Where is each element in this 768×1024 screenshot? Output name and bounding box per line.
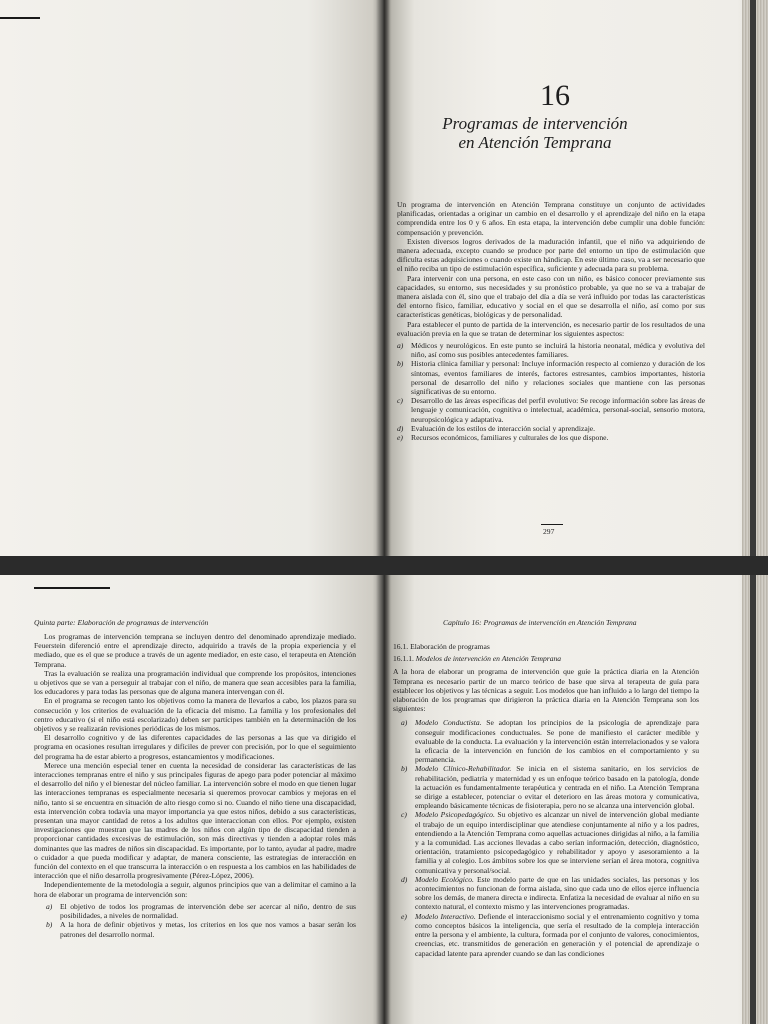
paragraph: Un programa de intervención en Atención Temprana constituye un conjunto de actividades planificadas, orientadas a originar un cambio en el desarrollo y el aprendizaje del niño en la etapa comprendida entre los 0 y 6 años. En esta etapa, la intervención debe cumplir una doble función: compensación y prevención. <box>397 200 705 237</box>
paragraph: En el programa se recogen tanto los objetivos como la manera de llevarlos a cabo, los plazos para su consecución y los criterios de evaluación de la eficacia del mismo. La familia y los profesionales del centro educativo (si el niño está escolarizado) deben ser partícipes también en la determinación de los objetivos y se realizarán revisiones periódicas de los mismos. <box>34 696 356 734</box>
list-item: e) Modelo Interactivo. Defiende el interaccionismo social y el entrenamiento cognitivo y toma como conceptos básicos la inteligencia, que sería el resultado de la compleja interacción entre la persona y el ambiente, la cultura, formada por el conjunto de valores, conocimientos, creencias, etc. transmitidos de generación en generación y el potencial de aprendizaje o capacidad latente para aprender cuando se dan las condiciones <box>401 911 699 958</box>
running-head-left: Quinta parte: Elaboración de programas de intervención <box>34 618 209 627</box>
section-heading: 16.1. Elaboración de programas <box>393 642 490 651</box>
paragraph: A la hora de elaborar un programa de intervención que guíe la práctica diaria en la Atención Temprana es necesario partir de un marco teórico de base que sirva al terapeuta de guía para establecer los objetivos y las técnicas a seguir. Los modelos que han influido a lo largo del tiempo la elaboración de los programas que dirigieron la práctica diaria en la Atención Temprana son los siguientes: <box>393 667 699 714</box>
list-item: a) Modelo Conductista. Se adoptan los principios de la psicología de aprendizaje para conseguir modificaciones conductuales. Se pone de manifiesto el carácter medible y evaluable de la conducta. La evaluación y la intervención están interrelacionados y se valora la eficacia de la intervención en función de los cambios en el comportamiento y su permanencia. <box>401 718 700 765</box>
page-number: 297 <box>543 527 555 536</box>
paragraph: Independientemente de la metodología a seguir, algunos principios que van a delimitar el camino a la hora de elaborar un programa de intervención son: <box>34 880 356 899</box>
paragraph: Para intervenir con una persona, en este caso con un niño, es básico conocer previamente sus capacidades, su entorno, sus necesidades y su pronóstico probable, ya que no se va a trabajar de manera aislada con él, sino que el trabajo del día a día se verá influido por todas las características del entorno físico, familiar, educativo y social en el que se desarrolla el niño, así como por sus características genéticas, biológicas y de personalidad. <box>397 273 705 320</box>
paragraph: Merece una mención especial tener en cuenta la necesidad de considerar las características de las interacciones tempranas entre el niño y sus principales figuras de apego para poder potenciar al máximo el desarrollo del niño y el bienestar del núcleo familiar. La intervención sobre el modo en que tienen lugar las interacciones tempranas es especialmente necesaria si queremos provocar cambios y mejoras en el niño, tanto si se encuentra en situación de alto riesgo como si no. Cuando el niño tiene una discapacidad, esta intervención cobra todavía una mayor importancia ya que estos niños, debido a sus características, presentan una mayor cantidad de retos a los adultos que interaccionan con ellos. Por ejemplo, existen investigaciones que muestran que las madres de los niños con algún tipo de discapacidad tienden a proporcionar cantidades excesivas de estimulación, son más directivas y tienden a adoptar roles más dominantes que las madres de niños sin discapacidad. Es importante, por lo tanto, ayudar al padre, madre o cuidador a que pueda modificar y adaptar, de manera consciente, las estrategias de interacción en función del contexto en el que transcurra la interacción o en respuesta a los cambios en las habilidades de interacción que el niño desarrolla progresivamente (Pérez-López, 2006). <box>34 760 356 881</box>
chapter-title-line-2: en Atención Temprana <box>458 133 612 152</box>
book-gutter <box>376 0 390 556</box>
subsection-heading: 16.1.1. Modelos de intervención en Atención Temprana <box>393 654 562 664</box>
chapter-number: 16 <box>540 79 570 112</box>
chapter-intro-text <box>397 200 705 442</box>
running-head-right: Capítulo 16: Programas de intervención en Atención Temprana <box>443 618 637 627</box>
list-item: c) Modelo Psicopedagógico. Su objetivo es alcanzar un nivel de intervención global mediante el trabajo de un equipo interdisciplinar que atendiese conjuntamente al niño y a los padres, entendiendo a la Atención Temprana como aquellas actuaciones dirigidas al niño, a la familia y a la comunidad. Las acciones llevadas a cabo serían información, detección, diagnóstico, orientación, tratamiento psicopedagógico y rehabilitador y apoyo y asesoramiento a la familia y al colegio. Los ámbitos sobre los que se interviene serían el área motora, cognitiva comunicativa y personal/social. <box>401 810 700 875</box>
left-page-text <box>34 632 356 939</box>
chapter-title <box>410 114 660 152</box>
scan-mark <box>0 17 40 19</box>
list-item: d) Modelo Ecológico. Este modelo parte de que en las unidades sociales, las personas y los acontecimientos no funcionan de forma aislada, sino que cada uno de ellos ejerce influencia sobre los demás, de manera directa e indirecta. Enfatiza la necesidad de evaluar al niño en su contexto natural, el contexto mismo y las intervenciones programadas. <box>401 874 699 912</box>
list-item: b) A la hora de definir objetivos y metas, los criterios en los que nos vamos a basar serán los patrones del desarrollo normal. <box>46 920 356 939</box>
bottom-spread <box>0 575 768 1024</box>
intervention-models-list <box>401 718 699 957</box>
scan-mark <box>34 587 110 589</box>
evaluation-aspects-list <box>397 341 705 442</box>
principles-list <box>46 902 356 939</box>
list-item: e) Recursos económicos, familiares y culturales de los que dispone. <box>397 433 609 443</box>
list-item: a) Médicos y neurológicos. En este punto se incluirá la historia neonatal, médica y evolutiva del niño, así como sus posibles antecedentes familiares. <box>397 341 705 360</box>
page-edge <box>742 575 768 1024</box>
book-gutter <box>376 575 390 1024</box>
list-item: c) Desarrollo de las áreas específicas del perfil evolutivo: Se recoge información sobre las áreas de lenguaje y comunicación, cognitiva o intelectual, académica, personal-social, sensorio motora, neuropsicológica y adaptativa. <box>397 396 705 424</box>
folio-rule <box>541 524 563 525</box>
blank-left-page <box>0 0 384 556</box>
paragraph: Los programas de intervención temprana se incluyen dentro del denominado aprendizaje mediado. Feuerstein diferenció entre el aprendizaje directo, adquirido a través de la propia experiencia y el mediado, que es el que se produce a través de un agente mediador, en este caso, el terapeuta en Atención Temprana. <box>34 632 356 669</box>
paragraph: El desarrollo cognitivo y de las diferentes capacidades de las personas a las que va dirigido el programa en ocasiones resultan irregulares y difíciles de prever con precisión, por lo que el seguimiento del programa ha de estar abierto a progresos, estancamientos y modificaciones. <box>34 733 356 761</box>
paragraph: Tras la evaluación se realiza una programación individual que comprende los propósitos, intenciones u objetivos que se van a perseguir al trabajar con el niño, de manera que sean accesibles para la familia, los educadores y para todas las personas que de alguna manera intervengan con él. <box>34 668 356 697</box>
right-page-text <box>393 642 699 958</box>
paragraph: Para establecer el punto de partida de la intervención, es necesario partir de los resultados de una evaluación previa en la que se tratan de determinar los siguientes aspectos: <box>397 319 705 338</box>
chapter-title-line-1: Programas de intervención <box>442 114 628 133</box>
list-item: d) Evaluación de los estilos de interacción social y aprendizaje. <box>397 423 596 433</box>
paragraph: Existen diversos logros derivados de la maduración infantil, que el niño va adquiriendo de manera adecuada, excepto cuando se produce por parte del entorno un tipo de estimulación que dificulta estas adquisiciones o cuando existe un hándicap. En este último caso, va a ser necesario que el niño reciba un tipo de estimulación específica, suficiente y adecuada para su problema. <box>397 236 705 274</box>
page-edge <box>742 0 768 556</box>
list-item: b) Historia clínica familiar y personal: Incluye información respecto al comienzo y duración de los síntomas, eventos familiares de interés, factores estresantes, cambios importantes, historia personal de desarrollo del niño y relaciones sociales que mantiene con las personas significativas de su entorno. <box>397 359 705 397</box>
list-item: b) Modelo Clínico-Rehabilitador. Se inicia en el sistema sanitario, en los servicios de rehabilitación, pediatría y maternidad y es un enfoque teórico basado en la patología, donde la actuación es fundamentalmente terapéutica y centrada en el niño. La Atención Temprana se dirige a establecer, potenciar o evitar el deterioro en las áreas motora y comunicativa, empleando básicamente técnicas de fisioterapia, pero no se alcanza una intervención global. <box>401 764 700 811</box>
list-item: a) El objetivo de todos los programas de intervención debe ser acercar al niño, dentro de sus posibilidades, a niveles de normalidad. <box>46 901 356 921</box>
